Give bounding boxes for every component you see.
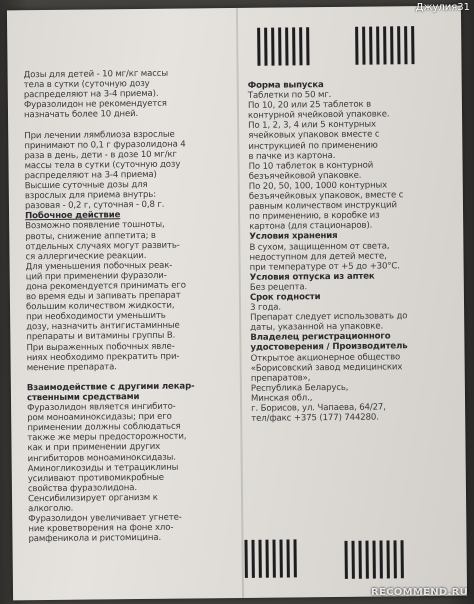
text-line: г. Борисов, ул. Чапаева, 64/27, (251, 402, 386, 414)
text-line: отдельных случаях могут развить- (25, 240, 180, 252)
text-line: Взаимодействие с другими лекар- (26, 381, 195, 394)
text-line: Без рецепта. (249, 282, 308, 293)
text-line: Срок годности (249, 292, 321, 303)
text-line: усиливают противомикробные (27, 472, 164, 484)
text-line: взрослых для приема внутрь: (24, 189, 156, 202)
text-line: ние кроветворения на фоне хло- (28, 522, 174, 535)
text-line: рвоты, снижение аппетита; в (25, 230, 156, 242)
barcode-top-right (355, 26, 414, 65)
text-line: недоступном для детей месте, (249, 251, 387, 263)
text-line: В сухом, защищенном от света, (249, 240, 390, 253)
text-line: Возможно появление тошноты, (25, 220, 165, 232)
text-line: При лечении лямблиоза взрослые (24, 129, 175, 141)
text-line: Фуразолидон не рекомендуется (23, 99, 167, 111)
text-line: принимают по 0,1 г фуразолидона 4 (24, 139, 186, 151)
text-line: также же меры предосторожности, (27, 431, 187, 444)
text-line: распределяют на 3-4 приема). (23, 88, 159, 101)
text-line: Сенсибилизирует организм к (27, 492, 158, 505)
left-text-column (24, 68, 239, 545)
text-line: Таблетки по 50 мг. (247, 90, 332, 101)
text-line: удостоверения / Производитель (250, 341, 408, 354)
text-line: раза в день, дети - в дозе 10 мг/кг (24, 149, 177, 161)
site-watermark: RECOMMEND.RU (371, 587, 468, 598)
text-line: во время еды и запивать препарат (25, 290, 181, 303)
text-line: в пачке из картона. (248, 150, 336, 162)
text-line: назначать более 10 дней. (23, 109, 139, 121)
text-line: инструкцией по применению (248, 140, 378, 152)
text-line: При выраженных побочных явле- (26, 341, 175, 353)
text-line: разовая - 0,2 г, суточная - 0,8 г. (24, 199, 165, 212)
username-watermark: Джулия31 (415, 2, 470, 13)
text-line: даты, указанной на упаковке. (250, 321, 384, 334)
text-line: распределяют на 3-4 приема) (24, 169, 157, 182)
text-line: безъячейковых упаковок, вместе с (248, 190, 404, 202)
text-line: алкоголю. (28, 503, 74, 515)
text-line: ся аллергические реакции. (25, 250, 147, 262)
text-line: ций при применении фуразоли- (25, 270, 167, 283)
text-line: По 10 таблеток в контурной (248, 160, 374, 172)
text-line: Для уменьшения побочных реак- (25, 260, 173, 272)
text-line: По 20, 50, 100, 1000 контурных (248, 180, 388, 192)
text-line: безъячейковой упаковке. (248, 170, 362, 182)
text-line: Открытое акционерное общество (250, 351, 401, 364)
text-line: тел/факс +375 (177) 744280. (251, 412, 379, 424)
text-line: картона (для стационаров). (249, 220, 373, 233)
text-line: Аминогликозиды и тетрациклины (27, 462, 179, 474)
barcode-bottom-left (244, 539, 296, 578)
right-text-column (248, 79, 452, 424)
text-line: ячейковых упаковок вместе с (248, 129, 380, 142)
text-line: рамфеникола и ристомицина. (28, 533, 162, 545)
text-line: ниях необходимо прекратить при- (26, 351, 180, 363)
text-line: Фуразолидон является ингибито- (27, 401, 176, 414)
text-line: большим количеством жидкости, (25, 300, 175, 313)
text-line: как и при применении других (27, 442, 161, 454)
text-line: Условия отпуска из аптек (249, 271, 375, 283)
text-line: менение препарата. (26, 361, 117, 373)
text-line: контурной ячейковой упаковке. (247, 109, 390, 122)
text-line: Условия хранения (249, 231, 338, 243)
text-line: тела в сутки (суточную дозу (23, 78, 150, 91)
barcode-bottom-right (344, 540, 403, 579)
text-line: Препарат следует использовать до (250, 311, 408, 324)
text-line: Форма выпуска (247, 80, 324, 91)
text-line: при температуре от +5 до +30°С. (249, 260, 400, 273)
text-line: препаратов», (250, 372, 311, 384)
text-line: По 10, 20 или 25 таблеток в (247, 99, 372, 112)
text-line: применении должны соблюдаться (27, 421, 181, 434)
text-line: равным количеством инструкций (248, 200, 397, 212)
text-line: ром моноаминоксидазы; при его (27, 411, 172, 424)
text-line: при необходимости уменьшить (26, 310, 166, 323)
text-line: Республика Беларусь, (250, 382, 349, 394)
barcode-top-left (257, 27, 309, 66)
text-line: Высшие суточные дозы для (24, 179, 148, 192)
text-line: препараты и витамины группы В. (26, 331, 176, 343)
text-line: Побочное действие (25, 210, 121, 222)
leaflet-sheet (7, 6, 467, 601)
text-line: свойства фуразолидона. (27, 482, 137, 495)
text-line: дона рекомендуется принимать его (25, 280, 186, 293)
text-line: ингибиторов моноаминоксидазы. (27, 452, 176, 464)
text-line: дозу, назначить антигистаминные (26, 320, 180, 333)
text-line: Минская обл., (250, 393, 313, 404)
text-line: По 1, 2, 3, 4 или 5 контурных (248, 119, 376, 132)
text-line: ственными средствами (26, 392, 140, 404)
text-line: Фуразолидон увеличивает угнете- (28, 512, 182, 525)
text-line: «Борисовский завод медицинских (250, 361, 403, 374)
text-line: 3 года. (249, 302, 281, 313)
text-line: по применению, в коробке из (249, 210, 380, 223)
text-line: Владелец регистрационного (250, 331, 391, 344)
text-line: Дозы для детей - 10 мг/кг массы (23, 68, 169, 81)
text-line: массы тела в сутки (суточную дозу (24, 159, 181, 172)
